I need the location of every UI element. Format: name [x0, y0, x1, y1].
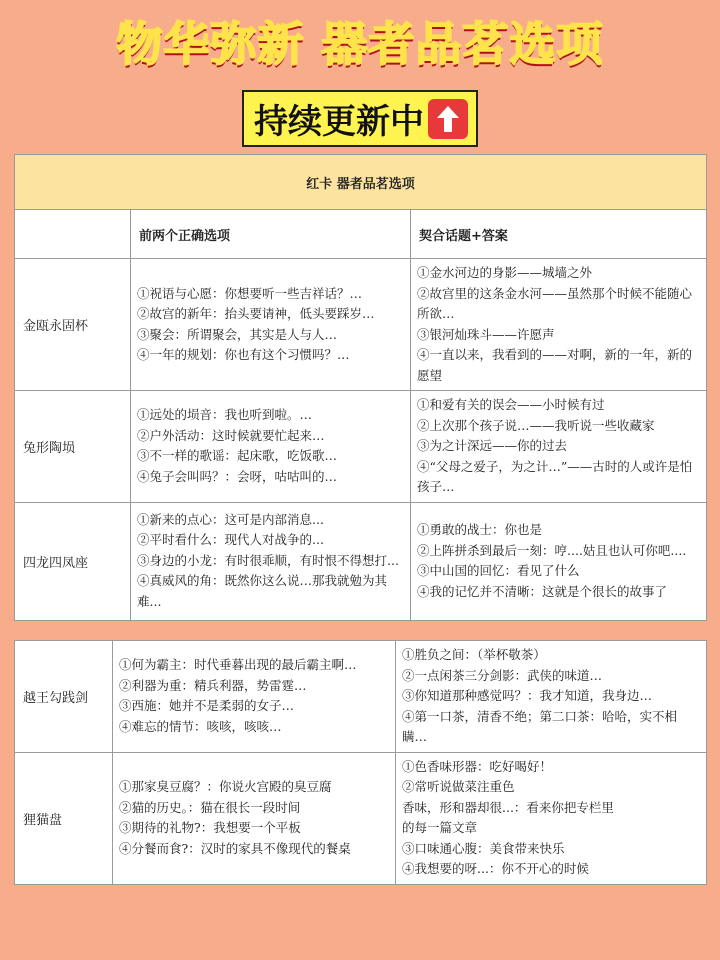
topics-cell [396, 752, 707, 884]
up-arrow-icon [428, 99, 468, 139]
topic-line: ③中山国的回忆：看见了什么 [417, 563, 580, 578]
topic-line: ①金水河边的身影——城墙之外 [417, 265, 593, 280]
options-cell [113, 641, 396, 753]
topic-line: ④“父母之爱子，为之计…”——古时的人或许是怕孩子… [417, 458, 693, 494]
topic-line: ②故宫里的这条金水河——虽然那个时候不能随心所欲… [417, 285, 693, 321]
topic-line: ③银河灿珠斗——许愿声 [417, 326, 555, 342]
topics-cell [411, 502, 707, 620]
options-cell [131, 391, 411, 503]
option-line: ①祝语与心愿：你想要听一些吉祥话？… [137, 285, 363, 301]
topics-cell [411, 391, 707, 503]
update-badge [242, 90, 478, 147]
option-line: ②故宫的新年：抬头要请神，低头要踩岁… [137, 306, 375, 321]
option-line: ③聚会：所谓聚会，其实是人与人… [137, 326, 338, 342]
options-cell [113, 752, 396, 884]
topic-line: ②一点闲茶三分剑影：武侠的味道… [402, 667, 603, 683]
topics-cell [411, 259, 707, 391]
option-line: ④分餐而食?：汉时的家具不像现代的餐桌 [119, 840, 351, 856]
topics-cell [396, 641, 707, 753]
topic-line: ③口味通心腹：美食带来快乐 [402, 840, 565, 856]
option-line: ④难忘的情节：咳咳，咳咳… [119, 718, 282, 734]
item-name: 越王勾践剑 [15, 641, 113, 753]
column-header-empty [15, 210, 131, 259]
topic-line: ②上次那个孩子说…——我听说一些收藏家 [417, 417, 655, 433]
item-name: 金瓯永固杯 [15, 259, 131, 391]
option-line: ③期待的礼物?：我想要一个平板 [119, 820, 301, 835]
option-line: ④真威风的角：既然你这么说…那我就勉为其难... [137, 573, 388, 609]
column-header-options: 前两个正确选项 [131, 210, 411, 259]
option-line: ③身边的小龙：有时很乖顺，有时恨不得想打... [137, 552, 399, 568]
item-name: 四龙四凤座 [15, 502, 131, 620]
table-row [15, 502, 707, 620]
topic-line: 的每一篇文章 [402, 820, 478, 835]
option-line: ①远处的埙音：我也听到啦。… [137, 407, 313, 423]
topic-line: ④我想要的呀...：你不开心的时候 [402, 861, 589, 876]
option-line: ①那家臭豆腐？：你说火宫殿的臭豆腐 [119, 779, 332, 794]
topic-line: ①胜负之间：（举杯敬茶） [402, 647, 546, 662]
table-row [15, 641, 707, 753]
option-line: ②平时看什么：现代人对战争的... [137, 532, 324, 548]
item-name: 兔形陶埙 [15, 391, 131, 503]
table-row [15, 259, 707, 391]
topic-line: 香味，形和器却很...：看来你把专栏里 [402, 799, 614, 815]
item-name: 狸猫盘 [15, 752, 113, 884]
column-header-topics: 契合话题+答案 [411, 210, 707, 259]
table-row [15, 752, 707, 884]
table-row [15, 391, 707, 503]
page-title: 物华弥新 器者品茗选项 [116, 17, 604, 71]
option-line: ②利器为重：精兵利器，势雷霆… [119, 677, 307, 693]
option-line: ②猫的历史。：猫在很长一段时间 [119, 799, 301, 815]
option-line: ①何为霸主：时代垂暮出现的最后霸主啊… [119, 657, 357, 673]
option-line: ②户外活动：这时候就要忙起来… [137, 427, 325, 443]
options-table-2 [14, 640, 706, 885]
topic-line: ②常听说做菜注重色 [402, 779, 515, 794]
topic-line: ③你知道那种感觉吗？：我才知道，我身边… [402, 688, 653, 703]
topic-line: ②上阵拼杀到最后一刻：哼....姑且也认可你吧.... [417, 542, 687, 558]
topic-line: ④我的记忆并不清晰：这就是个很长的故事了 [417, 583, 668, 599]
options-cell [131, 502, 411, 620]
option-line: ④兔子会叫吗？：会呀，咕咕叫的… [137, 468, 338, 484]
options-cell [131, 259, 411, 391]
options-table-1 [14, 154, 706, 621]
topic-line: ③为之计深远——你的过去 [417, 438, 568, 453]
topic-line: ④一直以来，我看到的——对啊，新的一年，新的愿望 [417, 347, 693, 383]
topic-line: ①色香味形器：吃好喝好！ [402, 758, 553, 774]
option-line: ④一年的规划：你也有这个习惯吗？… [137, 347, 350, 362]
table-header: 红卡 器者品茗选项 [15, 155, 707, 210]
option-line: ③不一样的歌谣：起床歌，吃饭歌… [137, 448, 338, 464]
option-line: ③西施：她并不是柔弱的女子… [119, 698, 295, 714]
topic-line: ①和爱有关的误会——小时候有过 [417, 397, 605, 412]
update-badge-text: 持续更新中 [254, 102, 424, 142]
topic-line: ④第一口茶，清香不绝；第二口茶：哈哈，实不相瞒… [402, 708, 678, 744]
update-badge-wrap [0, 90, 720, 147]
topic-line: ①勇敢的战士：你也是 [417, 522, 543, 537]
option-line: ①新来的点心：这可是内部消息... [137, 511, 324, 527]
